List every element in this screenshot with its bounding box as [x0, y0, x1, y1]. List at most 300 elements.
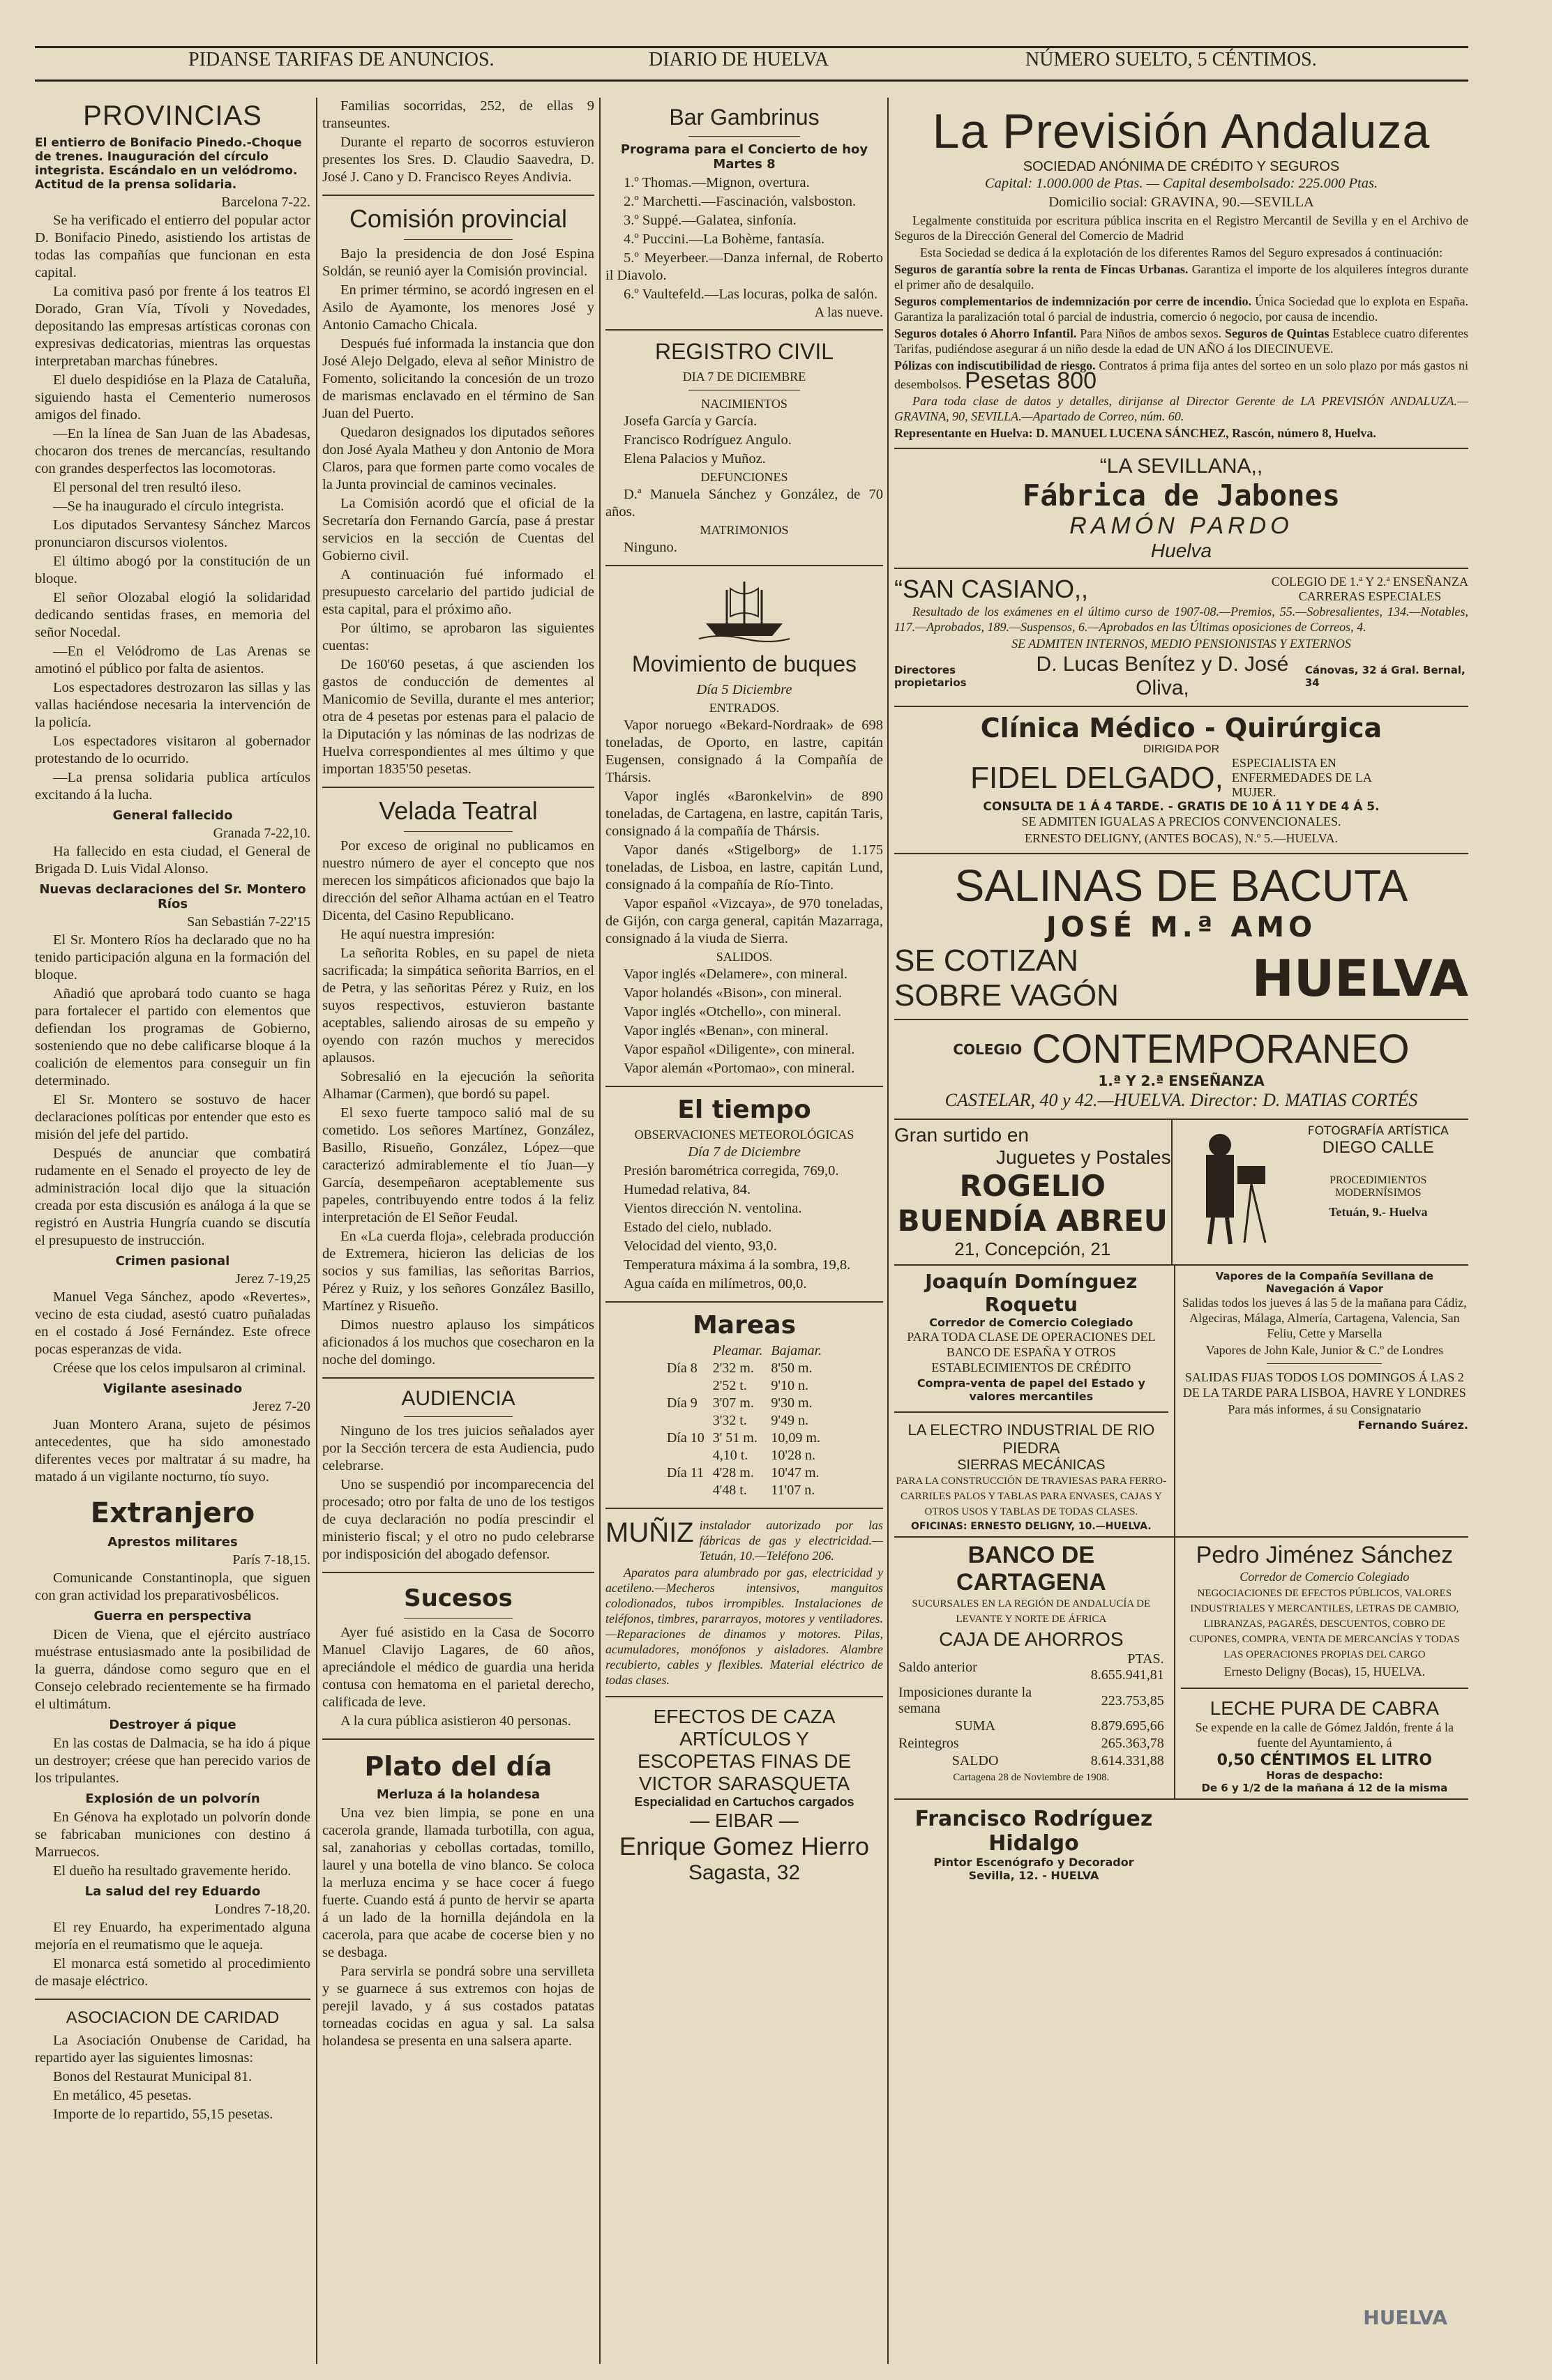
subheading: Explosión de un polvorín: [85, 1791, 260, 1806]
paragraph: La Asociación Onubense de Caridad, ha repartido ayer las siguientes limosnas:: [35, 2033, 310, 2066]
table-cell: 8.879.695,66: [1090, 1718, 1164, 1734]
subheading: Guerra en perspectiva: [93, 1609, 252, 1623]
ad-title: Pedro Jiménez Sánchez: [1196, 1542, 1454, 1568]
ad-header: [894, 756, 1468, 800]
list-item: Josefa García y García.: [624, 414, 758, 429]
divider: [605, 1508, 883, 1509]
ad-title: La Previsión Andaluza: [932, 104, 1431, 158]
subheading: Merluza á la holandesa: [376, 1787, 541, 1802]
ad-buendia: [894, 1120, 1173, 1264]
section-date: Día 7 de Diciembre: [688, 1144, 801, 1160]
list-item: Humedad relativa, 84.: [624, 1182, 751, 1197]
list-item: Vapor inglés «Delamere», con mineral.: [624, 967, 848, 982]
list-item: Vapor inglés «Benan», con mineral.: [624, 1023, 829, 1038]
ad-text: [894, 294, 1468, 324]
table-cell: 4'48 t.: [712, 1483, 747, 1498]
subheading: Destroyer á pique: [109, 1718, 236, 1732]
ad-capital: Capital: 1.000.000 de Ptas. — Capital desembolsado: 225.000 Ptas.: [984, 176, 1378, 191]
column-advertisements: [894, 98, 1468, 1889]
ad-line: PROCEDIMIENTOS MODERNÍSIMOS: [1329, 1174, 1427, 1199]
ad-title: LA ELECTRO INDUSTRIAL DE RIO PIEDRA: [907, 1421, 1155, 1457]
table-cell: 3' 51 m.: [712, 1430, 758, 1446]
ad-branch-desc: Única Sociedad que lo explota en España. Garantiza la paralización total ó parcial de industria, comercio ó negocio, por causa de incendio.: [894, 294, 1468, 324]
masthead-bar: [35, 49, 1468, 84]
list-item: Vapor holandés «Bison», con mineral.: [624, 985, 843, 1001]
table-cell: 10,09 m.: [771, 1430, 820, 1446]
column-divider: [887, 98, 889, 2364]
table-cell: 2'32 m.: [712, 1360, 754, 1376]
table-row: [663, 1447, 826, 1464]
ad-line: CONSULTA DE 1 Á 4 TARDE. - GRATIS DE 10 Á 11 Y DE 4 Á 5.: [983, 800, 1380, 814]
paragraph: —Se ha inaugurado el círculo integrista.: [53, 499, 285, 514]
ad-text: [894, 326, 1468, 356]
list-item: Francisco Rodríguez Angulo.: [624, 432, 792, 448]
subheading: NACIMIENTOS: [701, 397, 788, 411]
ad-branch-desc: Establece cuatro diferentes Tarifas, pudiéndose asegurar á un niño desde la edad de UN AÑO á los DIECINUEVE.: [894, 326, 1468, 356]
paragraph: En metálico, 45 pesetas.: [53, 2088, 192, 2103]
table-cell: 8'50 m.: [771, 1360, 813, 1376]
ad-title: LECHE PURA DE CABRA: [1210, 1697, 1439, 1719]
header-right: NÚMERO SUELTO, 5 CÉNTIMOS.: [1025, 49, 1317, 70]
ad-line: SIERRAS MECÁNICAS: [957, 1457, 1106, 1473]
ad-row: [894, 1120, 1468, 1266]
list-item: Vapor alemán «Portomao», con mineral.: [624, 1061, 855, 1076]
ad-text: NEGOCIACIONES DE EFECTOS PÚBLICOS, VALORES INDUSTRIALES Y MERCANTILES, LETRAS DE CAMBIO, LIBRANZAS, PAGARÉS, DESCUENTOS, COBRO DE CUPONES, COMPRA, VENTA DE MERCANCÍAS Y TODAS LAS OPERACIONES PROPIAS DEL CARGO: [1189, 1588, 1460, 1660]
ad-branch: Seguros de Quintas: [1225, 326, 1329, 340]
ad-branch-desc: Para Niños de ambos sexos.: [1080, 326, 1222, 340]
list-item: Ninguno.: [624, 540, 677, 555]
ad-line: 0,50 CÉNTIMOS EL LITRO: [1216, 1752, 1433, 1769]
ad-title: Joaquín Domínguez Roquetu: [925, 1270, 1138, 1316]
list-item: Estado del cielo, nublado.: [624, 1220, 772, 1235]
ad-line: OFICINAS: ERNESTO DELIGNY, 10.—HUELVA.: [911, 1521, 1152, 1532]
table-cell: [663, 1412, 709, 1430]
divider: [1181, 1688, 1468, 1689]
section-title: PROVINCIAS: [83, 100, 262, 131]
ad-branch: Seguros de garantía sobre la renta de Fincas Urbanas.: [894, 262, 1189, 276]
ad-text: Se expende en la calle de Gómez Jaldón, frente á la fuente del Ayuntamiento, á: [1195, 1720, 1454, 1750]
ad-title: Vapores de la Compañía Sevillana de Navegación á Vapor: [1215, 1270, 1434, 1295]
ad-title: Clínica Médico - Quirúrgica: [980, 713, 1383, 743]
paragraph: Comunicande Constantinopla, que siguen con gran actividad los preparativosbélicos.: [35, 1570, 310, 1603]
divider: [404, 831, 513, 832]
ad-line: ESCOPETAS FINAS DE: [638, 1750, 851, 1772]
divider: [404, 1416, 513, 1417]
section-title: Plato del día: [364, 1751, 552, 1782]
subheading: MATRIMONIOS: [700, 523, 789, 537]
list-item: Agua caída en milímetros, 00,0.: [624, 1276, 807, 1291]
divider: [322, 1377, 594, 1379]
ad-text: SUCURSALES EN LA REGIÓN DE ANDALUCÍA DE LEVANTE Y NORTE DE ÁFRICA: [912, 1598, 1151, 1625]
list-item: Elena Palacios y Muñoz.: [624, 451, 766, 467]
paragraph: Vapor noruego «Bekard-Nordraak» de 698 toneladas, de Oporto, en lastre, capitán Eugensen, consignado á la Compañía de Thársis.: [605, 718, 883, 785]
table-row: [894, 1752, 1168, 1770]
paragraph: Juan Montero Arana, sujeto de pésimos antecedentes, que ha sido amonestado diferentes veces por maltratar á su madre, ha matado á un vigilante nocturno, tío suyo.: [35, 1417, 310, 1485]
paragraph: El Sr. Montero se sostuvo de hacer declaraciones políticas por entender que esto es misión del jefe del partido.: [35, 1092, 310, 1142]
ad-line: ARTÍCULOS Y: [679, 1728, 809, 1750]
ad-contemporaneo: [894, 1020, 1468, 1120]
paragraph: —En la línea de San Juan de las Abadesas, chocaron dos trenes de mercancías, resultando con grandes desperfectos las locomotoras.: [35, 426, 310, 476]
subheading: ENTRADOS.: [709, 701, 780, 715]
subheading: La salud del rey Eduardo: [84, 1884, 261, 1899]
paragraph: La señorita Robles, en su papel de nieta sacrificada; la simpática señorita Barrios, en el de Petra, y las señoritas Pérez y Ruiz, en los suyos respectivos, estuvieron bastante aceptables, saliendo airosas de su empeño y oyendo con razón muchos y merecidos aplausos.: [322, 946, 594, 1066]
column-local-news: [322, 98, 594, 2052]
ad-line: CAJA DE AHORROS: [939, 1628, 1124, 1650]
dateline: Barcelona 7-22.: [221, 195, 310, 210]
divider: [605, 1086, 883, 1087]
paragraph: Ayer fué asistido en la Casa de Socorro Manuel Clavijo Lagares, de 60 años, apreciándole el médico de guardia una herida contusa con hematoma en el parietal derecho, calificada de leve.: [322, 1625, 594, 1710]
ad-san-casiano: [894, 569, 1468, 707]
paragraph: De 160'60 pesetas, á que ascienden los gastos de conducción de dementes al Manicomio de Sevilla, durante el mes anterior; otra de 4 pesetas por estenas para el palacio de la Diputación y las nóminas de las nodrizas de Huelva correspondientes al mes último y que importan 1835'50 pesetas.: [322, 657, 594, 777]
ad-title: “LA SEVILLANA,,: [1099, 455, 1263, 478]
sarasqueta-ad: [605, 1706, 883, 1885]
paragraph: En las costas de Dalmacia, se ha ido á pique un destroyer; créese que han perecido varios de los tripulantes.: [35, 1736, 310, 1786]
paragraph: Por último, se aprobaron las siguientes cuentas:: [322, 621, 594, 653]
table-cell: [663, 1377, 709, 1395]
top-rule: [35, 46, 1468, 48]
dateline: París 7-18,15.: [232, 1552, 310, 1568]
table-header: Pleamar.: [712, 1343, 763, 1358]
paragraph: A la cura pública asistieron 40 personas.: [340, 1713, 571, 1729]
ad-line: 1.ª Y 2.ª ENSEÑANZA: [1098, 1072, 1265, 1089]
ad-line: SE COTIZAN: [894, 943, 1079, 978]
paragraph: Después fué informada la instancia que don José Alejo Delgado, eleva al señor Ministro de Fomento, solicitando la concesión de un trozo de marismas enclavado en el término de San Juan del Puerto.: [322, 336, 594, 421]
table-row: [663, 1412, 826, 1430]
tide-table: [663, 1342, 826, 1499]
muniz-ad: [605, 1517, 883, 1688]
ad-branch: Seguros dotales ó Ahorro Infantil.: [894, 326, 1077, 340]
section-title: Extranjero: [90, 1497, 255, 1529]
ad-text: [894, 262, 1468, 292]
dateline: Jerez 7-20: [253, 1399, 310, 1414]
column-provincias: [35, 98, 310, 2125]
section-date: DIA 7 DE DICIEMBRE: [682, 370, 806, 384]
paragraph: Durante el reparto de socorros estuvieron presentes los Sres. D. Claudio Saavedra, D. José J. Cano y D. Francisco Reyes Andivia.: [322, 135, 594, 185]
subheading: Programa para el Concierto de hoy Martes 8: [620, 142, 868, 172]
header-center: DIARIO DE HUELVA: [649, 49, 829, 70]
paragraph: Vapor español «Vizcaya», de 970 toneladas, de Gijón, con carga general, capitán Mazarraga, consignado á la viuda de Sierra.: [605, 896, 883, 946]
ad-dominguez: [894, 1266, 1175, 1536]
section-title: REGISTRO CIVIL: [654, 339, 834, 364]
table-row: [894, 1735, 1168, 1752]
list-item: Presión barométrica corregida, 769,0.: [624, 1163, 839, 1178]
ad-line: Pintor Escenógrafo y Decorador: [933, 1856, 1134, 1869]
ad-text: Representante en Huelva: D. MANUEL LUCENA SÁNCHEZ, Rascón, número 8, Huelva.: [894, 426, 1376, 440]
paragraph: Los espectadores destrozaron las sillas y las vallas haciéndose necesaria la intervención de la policía.: [35, 680, 310, 730]
ad-address: Domicilio social: GRAVINA, 90.—SEVILLA: [1048, 195, 1314, 210]
subheading: Vigilante asesinado: [103, 1381, 243, 1396]
ad-jabones: [894, 449, 1468, 569]
table-cell: 10'28 n.: [771, 1448, 815, 1463]
divider: [322, 1572, 594, 1573]
ad-line: Gran surtido en: [894, 1124, 1029, 1146]
ad-text: Resultado de los exámenes en el último curso de 1907-08.—Premios, 55.—Sobresalientes, 134.—Notables, 117.—Aprobados, 189.—Suspensos, 6.—Aprobados en las Últimas oposiciones de Correos, 4.: [894, 605, 1468, 634]
paragraph: A continuación fué informado el presupuesto carcelario del partido judicial de esta capital, para el próximo año.: [322, 567, 594, 617]
concert-time: A las nueve.: [814, 305, 883, 320]
ad-body: [1288, 1124, 1468, 1260]
paragraph: Los diputados Servantesy Sánchez Marcos pronunciaron discursos violentos.: [35, 517, 310, 550]
newspaper-page: [35, 28, 1468, 2357]
divider: [322, 1738, 594, 1740]
table-cell: 2'52 t.: [712, 1378, 747, 1393]
paragraph: Ha fallecido en esta ciudad, el General de Brigada D. Luis Vidal Alonso.: [35, 844, 310, 877]
list-item: Vientos dirección N. ventolina.: [624, 1201, 802, 1216]
column-notices: [605, 98, 883, 1885]
table-cell: SALDO: [951, 1753, 999, 1768]
table-cell: SUMA: [955, 1718, 995, 1734]
subheading: General fallecido: [112, 808, 233, 823]
ad-line: [1272, 575, 1468, 604]
ad-header: [894, 1026, 1468, 1072]
paragraph: El rey Enuardo, ha experimentado alguna mejoría en el reumatismo que le aqueja.: [35, 1920, 310, 1953]
header-rule: [35, 79, 1468, 82]
list-item: Vapor inglés «Otchello», con mineral.: [624, 1004, 841, 1020]
table-row: [663, 1395, 826, 1412]
divider: [605, 565, 883, 566]
table-cell: 265.363,78: [1101, 1736, 1164, 1751]
table-row: [894, 1718, 1168, 1735]
table-cell: 10'47 m.: [771, 1465, 820, 1480]
table-cell: 4'28 m.: [712, 1465, 754, 1480]
list-item: Temperatura máxima á la sombra, 19,8.: [624, 1257, 851, 1273]
table-cell: 3'32 t.: [712, 1413, 747, 1428]
ad-line: Huelva: [1150, 540, 1212, 561]
ad-line: RAMÓN PARDO: [1069, 513, 1293, 539]
section-title: Sucesos: [404, 1584, 513, 1612]
table-cell: [663, 1482, 709, 1499]
section-title: ASOCIACION DE CARIDAD: [66, 2008, 280, 2027]
paragraph: Manuel Vega Sánchez, apodo «Revertes», vecino de esta ciudad, asestó cuatro puñaladas en el costado á José Fernández. Este ofrece pocas esperanzas de vida.: [35, 1289, 310, 1357]
photographer-icon: [1178, 1124, 1283, 1250]
ad-line: Fernando Suárez.: [1357, 1418, 1468, 1432]
section-title: Bar Gambrinus: [669, 105, 820, 130]
table-row: [663, 1430, 826, 1447]
paragraph: Importe de lo repartido, 55,15 pesetas.: [53, 2107, 273, 2122]
dateline: Jerez 7-19,25: [235, 1271, 310, 1287]
ad-text: SALIDAS FIJAS TODOS LOS DOMINGOS Á LAS 2 DE LA TARDE PARA LISBOA, HAVRE Y LONDRES: [1182, 1370, 1466, 1400]
ad-line: JOSÉ M.ª AMO: [1046, 911, 1317, 943]
table-cell: 11'07 n.: [771, 1483, 815, 1498]
list-item: 2.º Marchetti.—Fascinación, valsboston.: [624, 194, 857, 209]
ad-text: SE ADMITEN INTERNOS, MEDIO PENSIONISTAS Y EXTERNOS: [1011, 637, 1351, 651]
ad-text: PARA LA CONSTRUCCIÓN DE TRAVIESAS PARA FERRO-CARRILES PALOS Y TABLAS PARA ENVASES, CAJAS Y OTROS USOS Y TABLAS DE TODAS CLASES.: [896, 1476, 1167, 1517]
list-item: 4.º Puccini.—La Bohème, fantasía.: [624, 232, 825, 247]
ad-header: [894, 575, 1468, 604]
paragraph: Uno se suspendió por incomparecencia del procesado; otro por falta de uno de los testigos de cuya declaración no podía prescindir el ministerio fiscal; y el otro no pudo celebrarse por indisposición del abogado defensor.: [322, 1477, 594, 1562]
ad-line: [894, 943, 1119, 1013]
table-row: [894, 1684, 1168, 1718]
ad-line: Tetuán, 9.- Huelva: [1329, 1205, 1428, 1219]
section-title: Comisión provincial: [349, 204, 568, 233]
ad-text: Para más informes, á su Consignatario: [1228, 1402, 1422, 1416]
paragraph: Dicen de Viena, que el ejército austríaco muéstrase entusiasmado ante la posibilidad de la guerra, dándose como seguro que en el Consejo celebrado recientemente se ha firmado el ultimátum.: [35, 1627, 310, 1712]
section-title: Movimiento de buques: [632, 651, 857, 676]
paragraph: Para servirla se pondrá sobre una servilleta y se guarnece á sus extremos con hojas de perejil lavado, y á sus costados patatas torneadas cocidas en agua y sal. La salsa holandesa se presenta en una salsera aparte.: [322, 1964, 594, 2049]
ad-title: BANCO DE CARTAGENA: [956, 1542, 1106, 1595]
ad-line: COLEGIO DE 1.ª Y 2.ª ENSEÑANZA: [1271, 575, 1468, 589]
ad-vapores: [1175, 1266, 1468, 1536]
ad-line: Horas de despacho:: [1266, 1769, 1383, 1782]
paragraph: La Comisión acordó que el oficial de la Secretaría don Fernando García, pase á prestar servicios en la sección de Cuentas del Gobierno civil.: [322, 496, 594, 563]
ad-rodriguez-hidalgo: [894, 1800, 1173, 1889]
paragraph: La comitiva pasó por frente á los teatros El Dorado, Gran Vía, Tívoli y Novedades, depositando las empresas artísticas coronas con expresivas dedicatorias, mientras las orquestas interpretaban marchas fúnebres.: [35, 284, 310, 369]
concert-program: [605, 174, 883, 303]
ad-title: SALINAS DE BACUTA: [954, 861, 1408, 911]
ad-line: FIDEL DELGADO,: [970, 760, 1223, 795]
paragraph: Vapor inglés «Baronkelvin» de 890 toneladas, de Cartagena, en lastre, capitán Taris, consignado á la compañía de Thársis.: [605, 789, 883, 839]
list-item: D.ª Manuela Sánchez y González, de 70 años.: [605, 487, 883, 520]
section-title: Mareas: [692, 1311, 796, 1340]
subheading: OBSERVACIONES METEOROLÓGICAS: [634, 1128, 854, 1142]
ad-text: [894, 358, 1468, 392]
subheading: Nuevas declaraciones del Sr. Montero Ríos: [39, 882, 306, 911]
paragraph: El sexo fuerte tampoco salió mal de su cometido. Los señores Martínez, González, Basillo, Risueño, González, López—que caracterizó admirablemente el tío Juan—y García, desempeñaron aceptablemente sus papeles, contribuyendo entre todos á la feliz interpretación de El Señor Feudal.: [322, 1105, 594, 1225]
paragraph: El monarca está sometido al procedimiento de masaje eléctrico.: [35, 1956, 310, 1989]
ad-jimenez: [1175, 1538, 1468, 1798]
ad-subtitle: SOCIEDAD ANÓNIMA DE CRÉDITO Y SEGUROS: [1023, 159, 1340, 174]
paragraph: El personal del tren resultó ileso.: [53, 480, 241, 495]
table-cell: 9'10 n.: [771, 1378, 808, 1393]
ad-text: Corredor de Comercio Colegiado: [1240, 1570, 1410, 1584]
ad-title: Francisco Rodríguez Hidalgo: [914, 1807, 1153, 1856]
column-divider: [316, 98, 317, 2364]
paragraph: El duelo despidióse en la Plaza de Cataluña, siguiendo hasta el Cementerio numerosos amigos del finado.: [35, 372, 310, 423]
ad-line: Sevilla, 12. - HUELVA: [968, 1869, 1099, 1882]
ad-title: CONTEMPORANEO: [1032, 1026, 1410, 1072]
ad-text: Cartagena 28 de Noviembre de 1908.: [953, 1772, 1110, 1783]
table-row: [663, 1464, 826, 1482]
list-item: Vapor español «Diligente», con mineral.: [624, 1042, 855, 1057]
table-cell: Día 11: [666, 1465, 704, 1480]
table-cell: 9'30 m.: [771, 1395, 813, 1411]
ad-text: Legalmente constituida por escritura pública inscrita en el Registro Mercantil de Sevilla y en el Archivo de Seguros de la Dirección General del Comercio de Madrid: [894, 213, 1468, 243]
list-item: 5.º Meyerbeer.—Danza infernal, de Roberto il Diavolo.: [605, 250, 883, 283]
paragraph: Una vez bien limpia, se pone en una cacerola grande, llamada turbotilla, con agua, sal, zanahorias y cebollas cortadas, tomillo, laurel y una botella de vino blanco. Se coloca la merluza encima y se hace cocer á fuego fuerte. Cuando está á punto de hervir se aparta á un lado de la hornilla dejándola en la cacerola, para que acabe de cocerse bien y no se desbaga.: [322, 1805, 594, 1960]
paragraph: Ninguno de los tres juicios señalados ayer por la Sección tercera de esta Audiencia, pudo celebrarse.: [322, 1423, 594, 1473]
paragraph: Los espectadores visitaron al gobernador protestando de lo ocurrido.: [35, 734, 310, 766]
ad-text: instalador autorizado por las fábricas de gas y electricidad.—Tetuán, 10.—Teléfono 206.: [699, 1518, 883, 1563]
table-row: [663, 1342, 826, 1360]
divider: [322, 787, 594, 788]
ad-line: Especialidad en Cartuchos cargados: [634, 1795, 854, 1809]
ad-line: — EIBAR —: [690, 1810, 799, 1831]
ad-branch: Pólizas con indiscutibilidad de riesgo.: [894, 358, 1096, 372]
ad-row: [894, 1266, 1468, 1538]
list-item: 1.º Thomas.—Mignon, overtura.: [624, 175, 810, 190]
table-cell: Día 9: [666, 1395, 698, 1411]
paragraph: En primer término, se acordó ingresen en el Asilo de Ayamonte, los menores José y Antonio Camacho Chicala.: [322, 282, 594, 333]
ad-line: COLEGIO: [953, 1040, 1023, 1058]
paragraph: El Sr. Montero Ríos ha declarado que no ha tenido participación alguna en la formación del bloque.: [35, 932, 310, 983]
ad-line: D. Lucas Benítez y D. José Oliva,: [1036, 653, 1289, 699]
ad-line: 21, Concepción, 21: [954, 1238, 1111, 1259]
ad-branch-desc: Contratos á prima fija antes del sorteo en un solo plazo por más gastos ni desembolsos.: [894, 358, 1468, 391]
paragraph: Después de anunciar que combatirá rudamente en el Senado el proyecto de ley de administración local dijo que la situación creada por esta discusión es análoga á la que se registró en Austria Hungría cuando se discutía el presupuesto de instrucción.: [35, 1146, 310, 1248]
ad-line: Sagasta, 32: [688, 1861, 801, 1884]
ad-clinica: [894, 707, 1468, 854]
paragraph: Se ha verificado el entierro del popular actor D. Bonifacio Pinedo, asistiendo los artistas de todas las compañías que funcionan en esta capital.: [35, 213, 310, 280]
table-cell: Día 10: [666, 1430, 705, 1446]
dateline: San Sebastián 7-22'15: [187, 914, 310, 930]
paragraph: —En el Velódromo de Las Arenas se amotinó el público por falta de asientos.: [35, 644, 310, 676]
paragraph: He aquí nuestra impresión:: [340, 927, 495, 942]
ad-line: Juguetes y Postales: [995, 1146, 1171, 1168]
paragraph: Créese que los celos impulsaron al criminal.: [53, 1360, 306, 1376]
paragraph: El dueño ha resultado gravemente herido.: [53, 1863, 292, 1879]
ad-line: VICTOR SARASQUETA: [638, 1773, 850, 1794]
ad-text: ERNESTO DELIGNY, (ANTES BOCAS), N.º 5.—HUELVA.: [1025, 831, 1338, 845]
ad-text: Salidas todos los jueves á las 5 de la mañana para Cádiz, Algeciras, Málaga, Almería, Cartagena, Valencia, San Feliu, Cette y Marsella: [1182, 1296, 1467, 1340]
ad-price: Pesetas 800: [965, 367, 1097, 394]
ad-footer: [894, 653, 1468, 700]
section-date: Día 5 Diciembre: [696, 682, 792, 697]
ad-text: Ernesto Deligny (Bocas), 15, HUELVA.: [1223, 1665, 1426, 1678]
table-cell: [663, 1447, 709, 1464]
divider: [404, 239, 513, 240]
table-row: [894, 1651, 1168, 1684]
list-item: 3.º Suppé.—Galatea, sinfonía.: [624, 213, 797, 228]
ad-line: Compra-venta de papel del Estado y valores mercantiles: [917, 1377, 1145, 1403]
ad-branch: Seguros complementarios de indemnización por cerre de incendio.: [894, 294, 1252, 308]
ad-line: De 6 y 1/2 de la mañana á 12 de la misma: [1201, 1782, 1448, 1794]
ad-banco-cartagena: [894, 1538, 1175, 1798]
paragraph: Bajo la presidencia de don José Espina Soldán, se reunió ayer la Comisión provincial.: [322, 246, 594, 279]
paragraph: Añadió que aprobará todo cuanto se haga para fortalecer el partido con elementos que defiendan los programas de Gobierno, sosteniendo que no debe calificarse bloque á la coalición de elementos para conseguir un fin determinado.: [35, 986, 310, 1089]
table-cell: PTAS. 8.655.941,81: [1090, 1651, 1164, 1683]
ad-title: DIEGO CALLE: [1322, 1138, 1434, 1157]
paragraph: —La prensa solidaria publica artículos excitando á la lucha.: [35, 770, 310, 803]
paragraph: Por exceso de original no publicamos en nuestro número de ayer el concepto que nos merecen los simpáticos aficionados que bajo la dirección del señor Alhama actúan en el Teatro Dicenta, del Casino Republicano.: [322, 838, 594, 923]
ad-branch-desc: Garantiza el importe de los alquileres íntegros durante el primer año de desalquilo.: [894, 262, 1468, 291]
table-cell: 4,10 t.: [712, 1448, 748, 1463]
divider: [35, 1999, 310, 2000]
subheading: DEFUNCIONES: [700, 470, 788, 484]
dateline: Granada 7-22,10.: [213, 826, 310, 841]
ad-title: “SAN CASIANO,,: [894, 575, 1089, 603]
ad-text: Vapores de John Kale, Junior & C.º de Londres: [1205, 1343, 1444, 1357]
ad-line: SOBRE VAGÓN: [894, 978, 1119, 1013]
divider: [894, 1411, 1168, 1413]
ad-line: Cánovas, 32 á Gral. Bernal, 34: [1304, 664, 1466, 689]
paragraph: Familias socorridas, 252, de ellas 9 transeuntes.: [322, 98, 594, 131]
list-item: Velocidad del viento, 93,0.: [624, 1238, 777, 1254]
paragraph: Dimos nuestro aplauso los simpáticos aficionados á los muchos que cosecharon en la noche del domingo.: [322, 1317, 594, 1367]
ad-text: Para toda clase de datos y detalles, dirijanse al Director Gerente de LA PREVISIÓN ANDALUZA.—GRAVINA, 90, SEVILLA.—Apartado de Correo, núm. 60.: [894, 394, 1468, 423]
table-cell: Reintegros: [898, 1736, 959, 1751]
subheading: SALIDOS.: [716, 950, 773, 964]
table-cell: Imposiciones durante la semana: [898, 1685, 1032, 1716]
ad-line: Directores propietarios: [894, 664, 967, 689]
section-title: El tiempo: [677, 1096, 811, 1124]
ad-text: Aparatos para alumbrado por gas, electricidad y acetileno.—Mecheros intensivos, manguitos colodionados, tubos irrompibles. Instalaciones de teléfonos, timbres, pararrayos, motores y ventiladores.—Reparaciones de dinamos y motores. Pilas, acumuladores, monófonos y aisladores. Alambre recubierto, cables y flexibles. Material eléctrico de todas clases.: [605, 1566, 883, 1687]
paragraph: Quedaron designados los diputados señores don José Ayala Matheu y don Antonio de Mora Claros, para que formen parte como vocales de la Junta provincial de caminos vecinales.: [322, 425, 594, 492]
table-cell: 223.753,85: [1101, 1692, 1164, 1708]
paragraph: Sobresalió en la ejecución la señorita Alhamar (Carmen), que bordó su papel.: [322, 1069, 594, 1102]
subheading: Crimen pasional: [115, 1254, 230, 1268]
table-cell: 9'49 n.: [771, 1413, 808, 1428]
divider: [322, 195, 594, 196]
table-cell: 3'07 m.: [712, 1395, 754, 1411]
ad-line: Enrique Gomez Hierro: [619, 1832, 870, 1860]
ad-title: MUÑIZ: [605, 1517, 694, 1548]
ad-prevision-andaluza: [894, 98, 1468, 449]
ad-line: CARRERAS ESPECIALES: [1298, 589, 1442, 603]
ad-text: Esta Sociedad se dedica á la explotación de los diferentes Ramos del Seguro expresados á continuación:: [919, 245, 1443, 259]
table-row: [663, 1482, 826, 1499]
divider: [605, 1301, 883, 1303]
paragraph: Vapor danés «Stigelborg» de 1.175 toneladas, de Lisboa, en lastre, capitán Lund, consignado á la compañía de Río-Tinto.: [605, 842, 883, 893]
ad-line: EFECTOS DE CAZA: [653, 1706, 836, 1727]
